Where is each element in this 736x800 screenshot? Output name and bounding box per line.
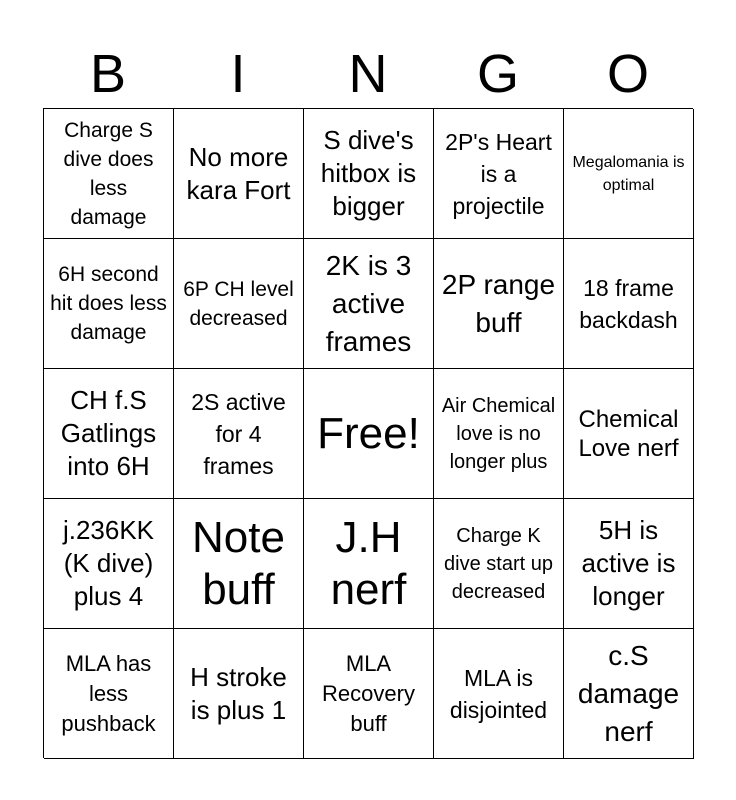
cell-text: Chemical Love nerf (578, 405, 679, 462)
bingo-cell-r5c3[interactable] (304, 629, 434, 759)
cell-text: MLA has less pushback (61, 650, 156, 736)
bingo-cell-r3c5[interactable] (564, 369, 694, 499)
cell-free-text: Free! (317, 408, 420, 458)
cell-text: 2S active for 4 frames (191, 388, 286, 479)
bingo-cell-r4c2[interactable] (174, 499, 304, 629)
bingo-cell-r1c2[interactable] (174, 109, 304, 239)
bingo-cell-r4c1[interactable] (44, 499, 174, 629)
bingo-cell-r3c1[interactable] (44, 369, 174, 499)
bingo-cell-r4c3[interactable] (304, 499, 434, 629)
header-letter-b: B (89, 44, 127, 104)
bingo-cell-r2c1[interactable] (44, 239, 174, 369)
bingo-cell-r3c4[interactable] (434, 369, 564, 499)
cell-text: No more kara Fort (186, 141, 291, 205)
cell-text: Charge K dive start up decreased (444, 524, 553, 603)
cell-text: J.H nerf (330, 512, 407, 614)
bingo-cell-r5c1[interactable] (44, 629, 174, 759)
cell-text: c.S damage nerf (577, 639, 680, 747)
cell-text: 2K is 3 active frames (325, 249, 412, 357)
header-letter-o: O (606, 44, 649, 104)
cell-text: 5H is active is longer (581, 515, 676, 611)
cell-text: j.236KK (K dive) plus 4 (62, 515, 155, 611)
bingo-cell-r1c1[interactable] (44, 109, 174, 239)
bingo-header (43, 40, 693, 108)
bingo-cell-r5c4[interactable] (434, 629, 564, 759)
cell-text: Note buff (192, 512, 285, 614)
bingo-cell-r2c4[interactable] (434, 239, 564, 369)
cell-text: H stroke is plus 1 (190, 661, 287, 725)
header-letter-i: I (230, 44, 246, 104)
header-letter-n: N (348, 44, 388, 104)
bingo-cell-r2c2[interactable] (174, 239, 304, 369)
bingo-cell-r4c5[interactable] (564, 499, 694, 629)
cell-text: Megalomania is optimal (572, 153, 685, 194)
cell-text: S dive's hitbox is bigger (320, 125, 417, 221)
bingo-cell-r4c4[interactable] (434, 499, 564, 629)
cell-text: 18 frame backdash (579, 274, 678, 333)
bingo-cell-r3c2[interactable] (174, 369, 304, 499)
header-letter-g: G (476, 44, 519, 104)
cell-text: Air Chemical love is no longer plus (441, 394, 556, 473)
bingo-cell-r1c3[interactable] (304, 109, 434, 239)
bingo-cell-r2c5[interactable] (564, 239, 694, 369)
bingo-cell-r5c5[interactable] (564, 629, 694, 759)
cell-text: MLA Recovery buff (322, 650, 415, 736)
cell-text: CH f.S Gatlings into 6H (60, 385, 157, 481)
bingo-cell-r1c5[interactable] (564, 109, 694, 239)
bingo-cell-r1c4[interactable] (434, 109, 564, 239)
bingo-cell-r3c3[interactable] (304, 369, 434, 499)
cell-text: MLA is disjointed (449, 664, 548, 723)
cell-text: Charge S dive does less damage (63, 118, 154, 229)
cell-text: 2P range buff (441, 268, 556, 338)
bingo-cell-r2c3[interactable] (304, 239, 434, 369)
cell-text: 6P CH level decreased (183, 277, 294, 330)
bingo-cell-r5c2[interactable] (174, 629, 304, 759)
cell-text: 6H second hit does less damage (50, 263, 167, 344)
bingo-grid (43, 108, 693, 758)
cell-text: 2P's Heart is a projectile (445, 128, 552, 219)
